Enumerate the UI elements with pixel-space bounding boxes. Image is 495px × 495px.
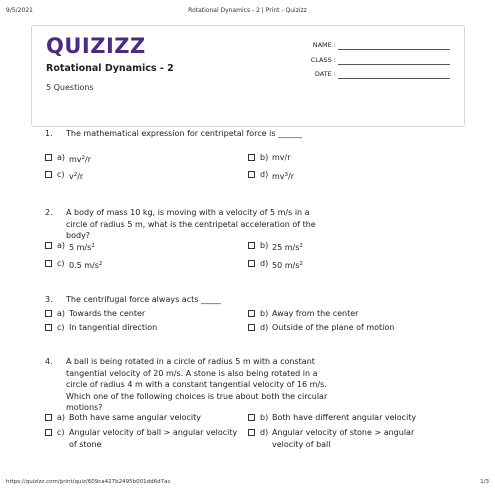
checkbox[interactable] (248, 414, 255, 421)
option-letter: c) (57, 323, 65, 332)
option-letter: b) (260, 153, 269, 162)
option-letter: d) (260, 323, 269, 332)
quizizz-logo: QUIZIZZ (46, 34, 146, 58)
class-line[interactable] (338, 64, 450, 65)
option-1c[interactable] (45, 169, 235, 181)
option-4c[interactable] (45, 427, 245, 451)
option-letter: a) (57, 153, 66, 162)
question-text: A body of mass 10 kg, is moving with a velocity of 5 m/s in a circle of radius 5 m, what is the centripetal acceleration of the body? (66, 208, 316, 240)
print-page-title: Rotational Dynamics - 2 | Print - Quizizz (188, 7, 307, 14)
option-2b[interactable] (248, 240, 438, 252)
checkbox[interactable] (248, 429, 255, 436)
option-letter: a) (57, 241, 66, 250)
checkbox[interactable] (248, 310, 255, 317)
checkbox[interactable] (45, 154, 52, 161)
option-letter: d) (260, 428, 269, 437)
quiz-title: Rotational Dynamics - 2 (46, 63, 174, 74)
option-3b[interactable] (248, 308, 448, 320)
checkbox[interactable] (45, 324, 52, 331)
option-4b[interactable] (248, 412, 458, 424)
checkbox[interactable] (45, 310, 52, 317)
print-page-number: 1/3 (480, 479, 489, 485)
option-3d[interactable] (248, 322, 448, 334)
option-text: 25 $m/s^2$ (272, 243, 303, 252)
question-text: A ball is being rotated in a circle of radius 5 m with a constant tangential velocity of 20 m/s. A stone is also being rotated in a circle of radius 4 m with a constant tangential velocity of 16 m/s. Which one of the following choices is true about both the circular motions? (66, 357, 328, 412)
option-3c[interactable] (45, 322, 235, 334)
option-1a[interactable] (45, 152, 235, 164)
option-2c[interactable] (45, 258, 235, 270)
option-letter: a) (57, 413, 66, 422)
option-text: $mv^3/r$ (272, 172, 295, 181)
option-text: Towards the center (69, 309, 146, 318)
option-letter: a) (57, 309, 66, 318)
print-footer (6, 479, 489, 489)
checkbox[interactable] (45, 242, 52, 249)
option-2d[interactable] (248, 258, 438, 270)
checkbox[interactable] (248, 242, 255, 249)
question-1 (45, 128, 345, 152)
question-3 (45, 294, 345, 306)
option-1b[interactable] (248, 152, 438, 164)
class-field[interactable] (252, 56, 452, 66)
print-url: https://quizizz.com/print/quiz/609ca427b2495b001dd6d7ac (6, 479, 171, 485)
checkbox[interactable] (45, 429, 52, 436)
option-text: 5 $m/s^2$ (69, 243, 95, 252)
question-number: 3. (45, 295, 53, 304)
option-letter: d) (260, 259, 269, 268)
question-number: 4. (45, 357, 53, 366)
question-count: 5 Questions (46, 83, 94, 92)
option-4d[interactable] (248, 427, 448, 451)
checkbox[interactable] (248, 260, 255, 267)
option-text: 50 $m/s^2$ (272, 261, 303, 270)
name-line[interactable] (338, 49, 450, 50)
question-number: 1. (45, 129, 53, 138)
option-text: Away from the center (272, 309, 359, 318)
question-number: 2. (45, 208, 53, 217)
name-field[interactable] (252, 41, 452, 51)
question-2 (45, 207, 345, 243)
option-text: Angular velocity of ball > angular velocity of stone (69, 428, 238, 449)
option-letter: b) (260, 241, 269, 250)
checkbox[interactable] (248, 171, 255, 178)
option-text: Outside of the plane of motion (272, 323, 395, 332)
checkbox[interactable] (45, 171, 52, 178)
option-text: $mv^2/r$ (69, 155, 92, 164)
option-4a[interactable] (45, 412, 245, 424)
option-letter: b) (260, 309, 269, 318)
date-label: DATE : (314, 70, 336, 78)
option-text: mv/r (272, 153, 291, 162)
option-letter: c) (57, 259, 65, 268)
option-letter: c) (57, 428, 65, 437)
option-letter: d) (260, 170, 269, 179)
print-date: 9/5/2021 (6, 7, 33, 14)
checkbox[interactable] (45, 414, 52, 421)
checkbox[interactable] (45, 260, 52, 267)
question-text: The mathematical expression for centripetal force is ______ (66, 129, 303, 138)
date-field[interactable] (252, 70, 452, 80)
option-text: $v^2/r$ (69, 172, 84, 181)
question-4 (45, 356, 345, 414)
option-3a[interactable] (45, 308, 235, 320)
name-label: NAME : (312, 41, 336, 49)
option-letter: c) (57, 170, 65, 179)
print-header (6, 7, 489, 17)
option-letter: b) (260, 413, 269, 422)
quiz-info-card (31, 25, 465, 127)
option-2a[interactable] (45, 240, 235, 252)
date-line[interactable] (338, 78, 450, 79)
option-text: Angular velocity of stone > angular velocity of ball (272, 428, 415, 449)
option-1d[interactable] (248, 169, 438, 181)
option-text: Both have different angular velocity (272, 413, 417, 422)
class-label: CLASS : (310, 56, 336, 64)
question-text: The centrifugal force always acts _____ (66, 295, 221, 304)
checkbox[interactable] (248, 154, 255, 161)
checkbox[interactable] (248, 324, 255, 331)
option-text: Both have same angular velocity (69, 413, 201, 422)
option-text: 0.5 $m/s^2$ (69, 261, 103, 270)
option-text: In tangential direction (69, 323, 158, 332)
